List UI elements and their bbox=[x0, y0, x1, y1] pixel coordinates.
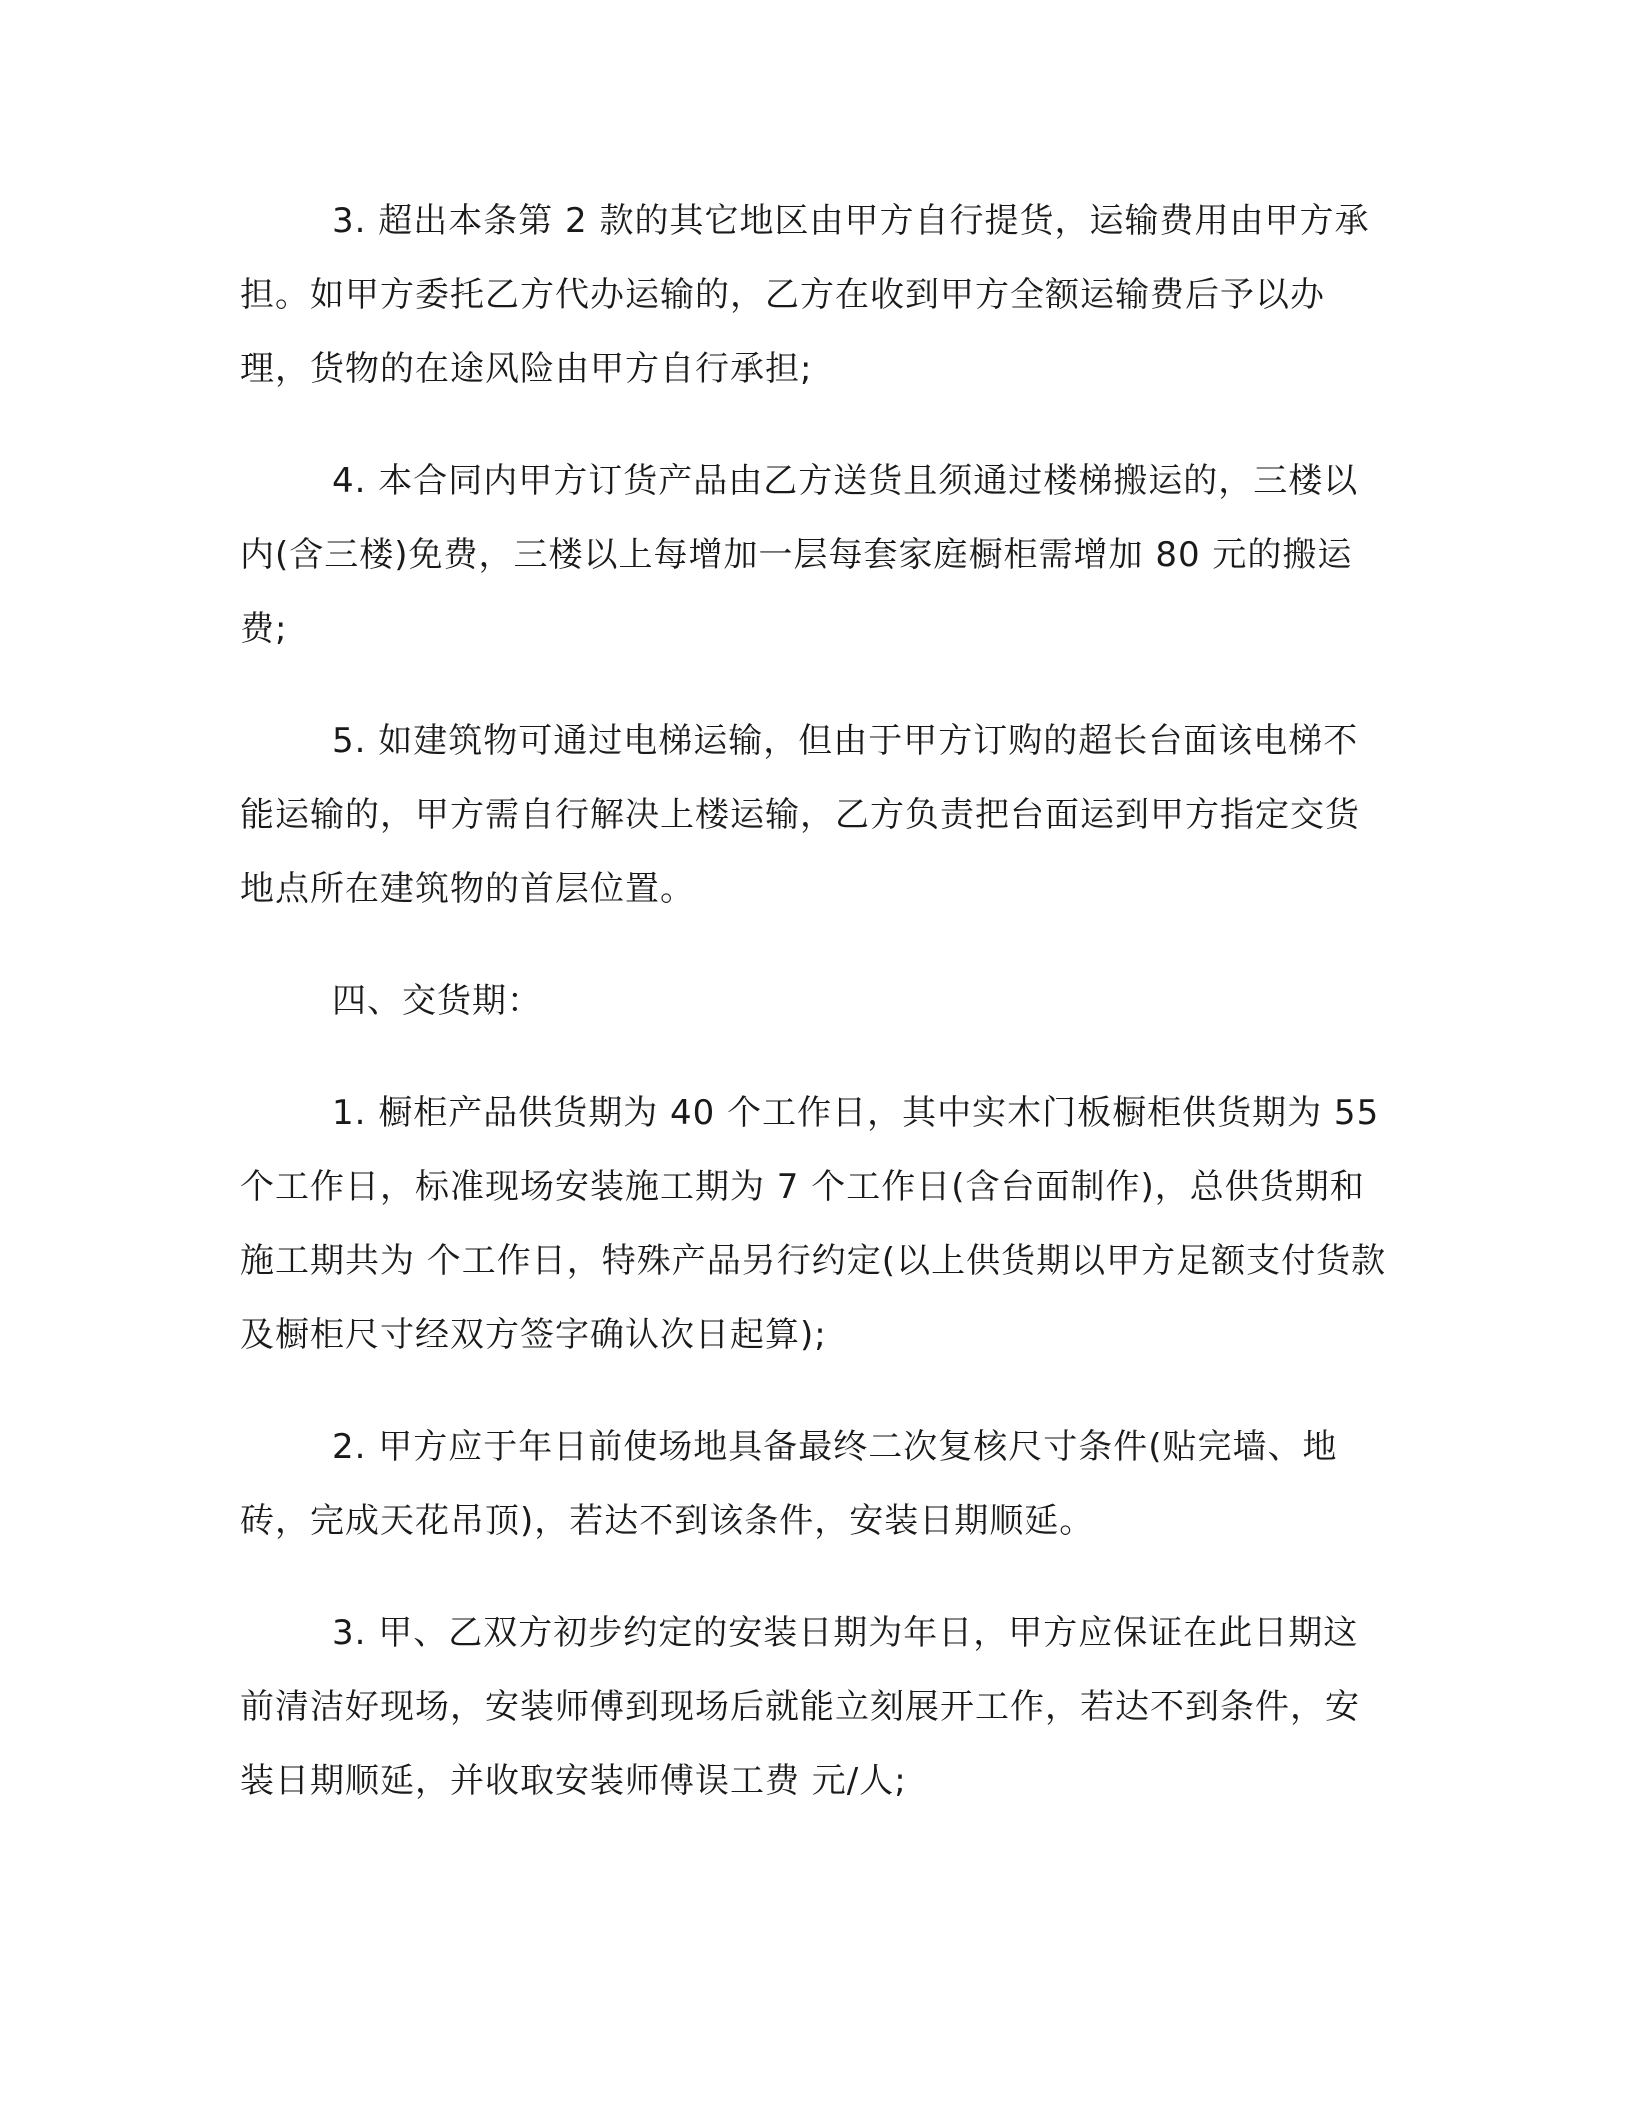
clause-5-elevator-transport: 5. 如建筑物可通过电梯运输，但由于甲方订购的超长台面该电梯不能运输的，甲方需自行解决上楼运输，乙方负责把台面运到甲方指定交货地点所在建筑物的首层位置。 bbox=[240, 721, 1360, 909]
section-heading-delivery-period: 四、交货期： bbox=[332, 981, 542, 1021]
clause-2-site-readiness: 2. 甲方应于年日前使场地具备最终二次复核尺寸条件(贴完墙、地砖，完成天花吊顶)，若达不到该条件，安装日期顺延。 bbox=[240, 1427, 1338, 1541]
clause-4-stair-carrying: 4. 本合同内甲方订货产品由乙方送货且须通过楼梯搬运的，三楼以内(含三楼)免费，三楼以上每增加一层每套家庭橱柜需增加 80 元的搬运费; bbox=[240, 461, 1359, 649]
contract-body bbox=[240, 184, 1390, 1818]
clause-3-installation-date: 3. 甲、乙双方初步约定的安装日期为年日，甲方应保证在此日期这前清洁好现场，安装师傅到现场后就能立刻展开工作，若达不到条件，安装日期顺延，并收取安装师傅误工费 元/人; bbox=[240, 1613, 1360, 1801]
clause-3-pickup-outside-area: 3. 超出本条第 2 款的其它地区由甲方自行提货，运输费用由甲方承担。如甲方委托乙方代办运输的，乙方在收到甲方全额运输费后予以办理，货物的在途风险由甲方自行承担; bbox=[240, 201, 1370, 389]
clause-1-supply-period: 1. 橱柜产品供货期为 40 个工作日，其中实木门板橱柜供货期为 55 个工作日，标准现场安装施工期为 7 个工作日(含台面制作)，总供货期和施工期共为 个工作日，特殊产品另行约定(以上供货期以甲方足额支付货款及橱柜尺寸经双方签字确认次日起算); bbox=[240, 1093, 1392, 1355]
